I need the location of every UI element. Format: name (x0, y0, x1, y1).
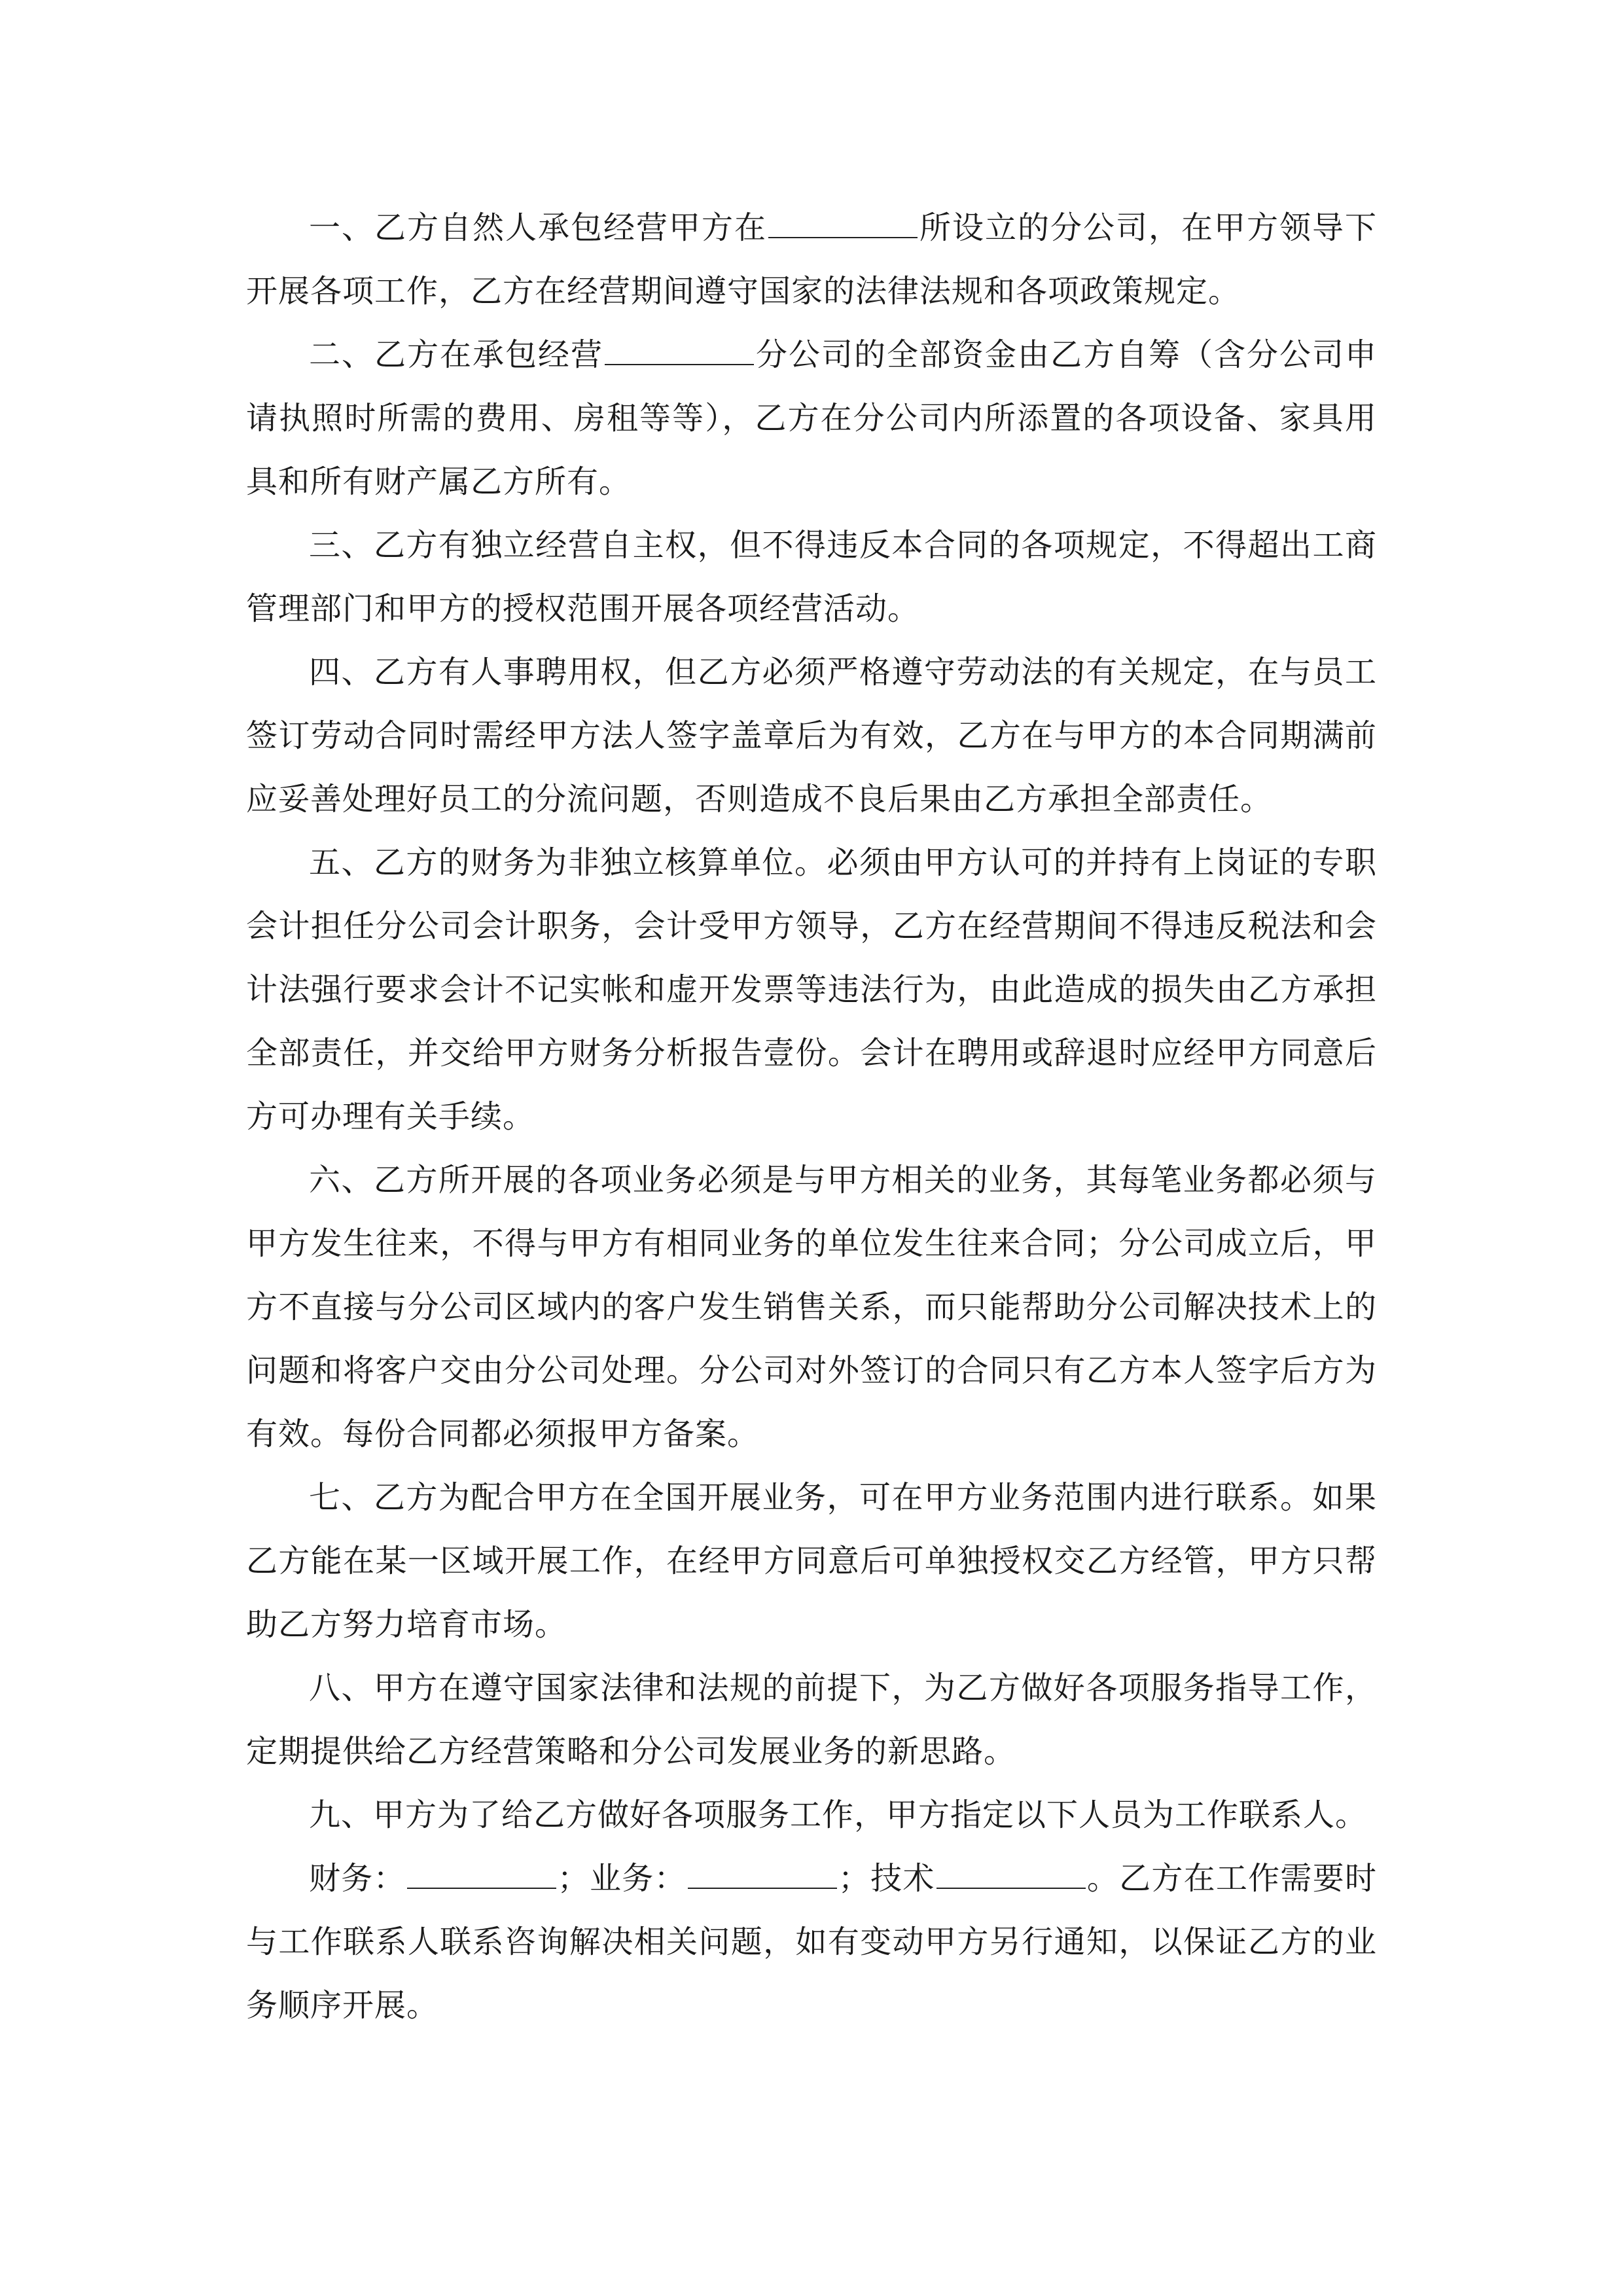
clause-2-text-end: 分公司的全部资金由乙方自筹（含分公司申请执照时所需的费用、房租等等），乙方在分公司内所添置的各项设备、家具用具和所有财产属乙方所有。 (246, 336, 1377, 500)
clause-5: 五、乙方的财务为非独立核算单位。必须由甲方认可的并持有上岗证的专职会计担任分公司会计职务，会计受甲方领导，乙方在经营期间不得违反税法和会计法强行要求会计不记实帐和虚开发票等违法行为，由此造成的损失由乙方承担全部责任，并交给甲方财务分析报告壹份。会计在聘用或辞退时应经甲方同意后方可办理有关手续。 (246, 844, 1377, 1135)
contact-persons-text-end: 。乙方在工作需要时与工作联系人联系咨询解决相关问题，如有变动甲方另行通知，以保证乙方的业务顺序开展。 (246, 1860, 1377, 2024)
technical-label: ；技术 (838, 1860, 935, 1897)
clause-2 (246, 323, 1377, 514)
blank-field-finance (407, 1848, 556, 1889)
clause-9: 九、甲方为了给乙方做好各项服务工作，甲方指定以下人员为工作联系人。 (309, 1797, 1368, 1833)
business-label: ；业务： (557, 1860, 687, 1897)
clause-4: 四、乙方有人事聘用权，但乙方必须严格遵守劳动法的有关规定，在与员工签订劳动合同时需经甲方法人签字盖章后为有效，乙方在与甲方的本合同期满前应妥善处理好员工的分流问题，否则造成不良后果由乙方承担全部责任。 (246, 654, 1377, 817)
blank-field-business (688, 1848, 837, 1889)
clause-1 (246, 196, 1377, 323)
contact-persons (246, 1847, 1377, 2037)
clause-7: 七、乙方为配合甲方在全国开展业务，可在甲方业务范围内进行联系。如果乙方能在某一区域开展工作，在经甲方同意后可单独授权交乙方经管，甲方只帮助乙方努力培育市场。 (246, 1479, 1377, 1643)
blank-field-technical (936, 1848, 1086, 1889)
clause-8: 八、甲方在遵守国家法律和法规的前提下，为乙方做好各项服务指导工作，定期提供给乙方经营策略和分公司发展业务的新思路。 (246, 1670, 1377, 1770)
clause-1-text-end: 所设立的分公司，在甲方领导下开展各项工作，乙方在经营期间遵守国家的法律法规和各项政策规定。 (246, 209, 1377, 310)
clause-3: 三、乙方有独立经营自主权，但不得违反本合同的各项规定，不得超出工商管理部门和甲方的授权范围开展各项经营活动。 (246, 527, 1377, 627)
blank-field-branch (605, 325, 754, 365)
clause-1-text-start: 一、乙方自然人承包经营甲方在 (309, 209, 767, 246)
contract-body (246, 196, 1377, 2037)
clause-2-text-start: 二、乙方在承包经营 (309, 336, 603, 373)
finance-label: 财务： (309, 1860, 406, 1897)
blank-field-location (768, 198, 918, 238)
clause-6: 六、乙方所开展的各项业务必须是与甲方相关的业务，其每笔业务都必须与甲方发生往来，不得与甲方有相同业务的单位发生往来合同；分公司成立后，甲方不直接与分公司区域内的客户发生销售关系，而只能帮助分公司解决技术上的问题和将客户交由分公司处理。分公司对外签订的合同只有乙方本人签字后方为有效。每份合同都必须报甲方备案。 (246, 1162, 1377, 1452)
